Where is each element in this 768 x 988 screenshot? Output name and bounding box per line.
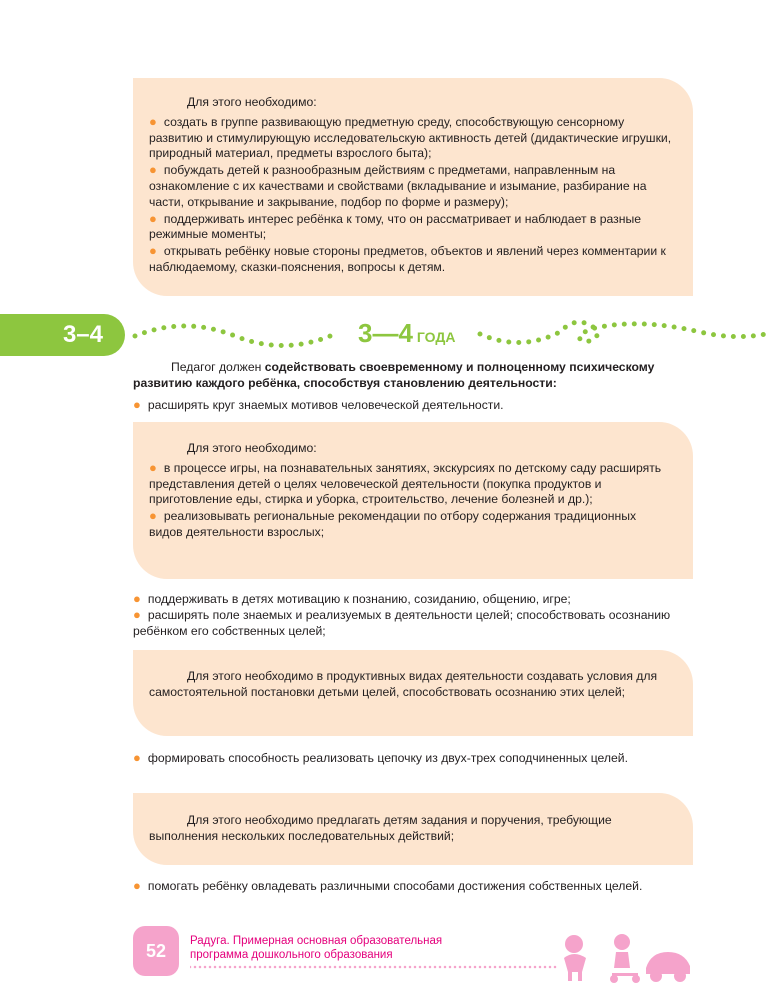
heading-unit: ГОДА <box>416 329 456 345</box>
info-box-1 <box>133 78 693 296</box>
list-item: ● расширять круг знаемых мотивов человеческой деятельности. <box>133 397 504 412</box>
lead-bold: содействовать своевременному и полноценному психическому развитию каждого ребёнка, способствуя становлению деятельности: <box>133 360 655 390</box>
info-box-4 <box>133 793 693 865</box>
box1-item: ● поддерживать интерес ребёнка к тому, что он рассматривает и наблюдает в разные режимные моменты; <box>149 210 642 242</box>
box3-text: Для этого необходимо в продуктивных видах деятельности создавать условия для самостоятельной постановки детьми целей, способствовать осознанию этих целей; <box>149 669 658 699</box>
bullet-icon: ● <box>149 162 157 178</box>
list-item: ● поддерживать в детях мотивацию к познанию, созиданию, общению, игре; <box>133 591 571 606</box>
section-heading <box>358 318 455 349</box>
footer-dotted-line <box>190 962 570 972</box>
list-item: ● расширять поле знаемых и реализуемых в деятельности целей; способствовать осознанию ребёнком его собственных целей; <box>133 607 671 638</box>
box1-item: ● открывать ребёнку новые стороны предметов, объектов и явлений через комментарии к наблюдаемому, сказки-пояснения, вопросы к детям. <box>149 243 666 274</box>
bullet-icon: ● <box>133 591 141 606</box>
info-box-3 <box>133 650 693 736</box>
box2-intro: Для этого необходимо: <box>187 441 317 455</box>
page-number: 52 <box>133 926 179 976</box>
bullet-icon: ● <box>149 243 157 259</box>
bullet-icon: ● <box>149 508 157 524</box>
box1-item: ● создать в группе развивающую предметную среду, способствующую сенсорному развитию и стимулирующую исследовательскую активность детей (дидактические игрушки, природный материал, предметы взрослого быта); <box>149 113 672 161</box>
box1-item: ● побуждать детей к разнообразным действиям с предметами, направленным на ознакомление с их качествами и свойствами (вкладывание и изымание, разбирание на части, открывание и закрывание, подбор по форме и размеру); <box>149 162 647 209</box>
footer-title: Радуга. Примерная основная образовательная программа дошкольного образования <box>190 935 443 961</box>
info-box-2 <box>133 422 693 579</box>
lead-paragraph: Педагог должен содействовать своевременному и полноценному психическому развитию каждого ребёнка, способствуя становлению деятельности: <box>133 360 655 390</box>
list-item: ● помогать ребёнку овладевать различными способами достижения собственных целей. <box>133 878 643 893</box>
list-item: ● формировать способность реализовать цепочку из двух-трех соподчиненных целей. <box>133 750 629 765</box>
bullet-icon: ● <box>133 878 141 893</box>
bullet-icon: ● <box>133 750 141 765</box>
box2-item: ● в процессе игры, на познавательных занятиях, экскурсиях по детскому саду расширять представления детей о целях человеческой деятельности (покупка продуктов и приготовление еды, стирка и уборка, строительство, лечение болезней и др.); <box>149 459 662 507</box>
bullet-icon: ● <box>149 210 157 226</box>
heading-age: 3—4 <box>358 318 413 348</box>
bullet-icon: ● <box>149 459 157 475</box>
bullet-icon: ● <box>149 113 157 129</box>
box1-intro: Для этого необходимо: <box>187 95 317 109</box>
children-icons <box>556 928 696 988</box>
box4-text: Для этого необходимо предлагать детям задания и поручения, требующие выполнения нескольких последовательных действий; <box>149 813 612 843</box>
box2-item: ● реализовывать региональные рекомендации по отбору содержания традиционных видов деятельности взрослых; <box>149 508 637 539</box>
bullet-icon: ● <box>133 397 141 412</box>
bullet-icon: ● <box>133 607 141 622</box>
age-tab: 3–4 <box>0 314 125 356</box>
